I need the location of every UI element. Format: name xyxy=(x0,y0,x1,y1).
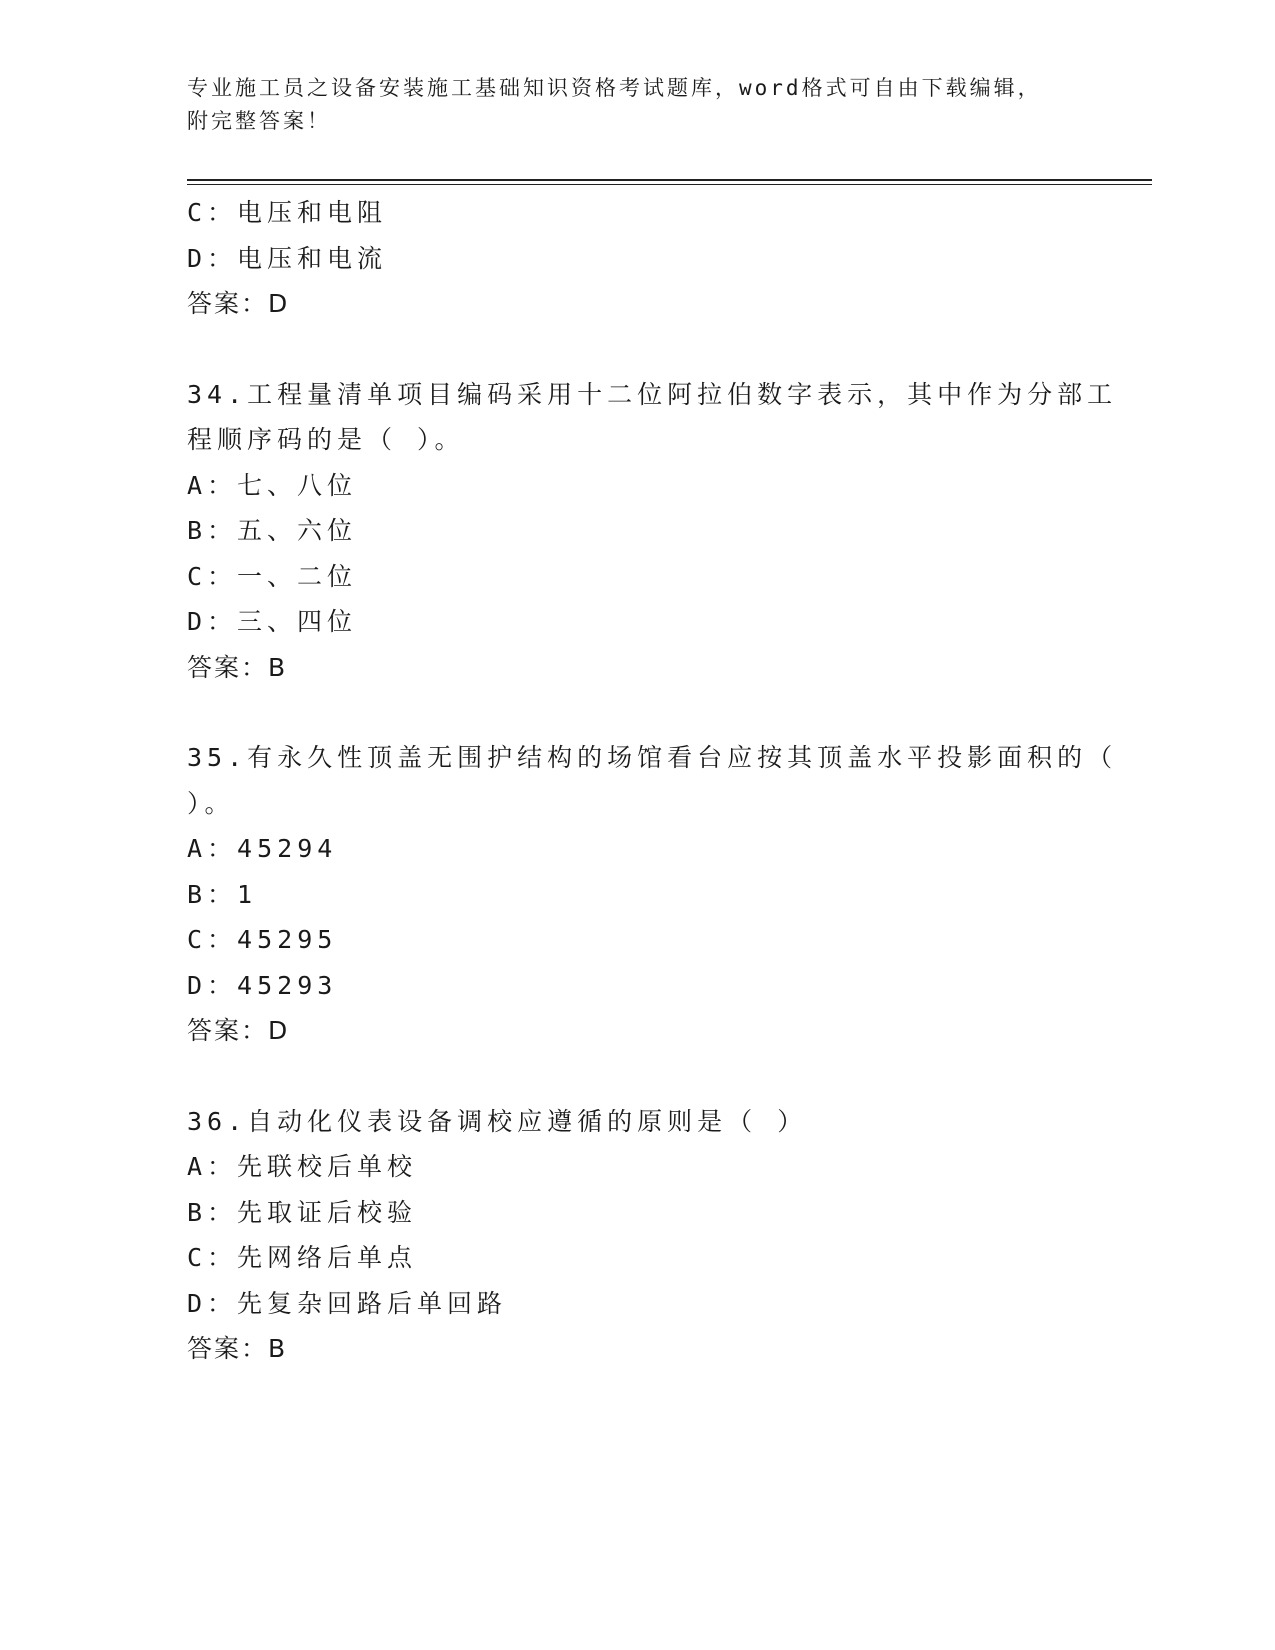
question-36 xyxy=(187,1099,1087,1372)
option-b: B：先取证后校验 xyxy=(187,1197,418,1227)
option-d: D：先复杂回路后单回路 xyxy=(187,1288,508,1318)
header-divider-thick xyxy=(187,179,1152,181)
option-d: D：电压和电流 xyxy=(187,243,388,273)
option-a: A：七、八位 xyxy=(187,470,358,500)
spacer xyxy=(187,1054,1087,1099)
stem-line: 程顺序码的是（ ）。 xyxy=(187,425,465,454)
option-c: C：先网络后单点 xyxy=(187,1243,418,1272)
option-d: D：三、四位 xyxy=(187,607,358,636)
question-list xyxy=(187,190,1118,1372)
option-c: C：一、二位 xyxy=(187,561,358,591)
spacer xyxy=(187,690,1087,735)
option-b: B：1 xyxy=(187,879,258,909)
option-b: B：五、六位 xyxy=(187,516,358,545)
document-header xyxy=(187,72,1087,138)
header-line-2: 附完整答案！ xyxy=(187,109,331,133)
stem-line: 34.工程量清单项目编码采用十二位阿拉伯数字表示，其中作为分部工 xyxy=(187,379,1118,409)
option-c: C：电压和电阻 xyxy=(187,198,388,227)
header-line-1: 专业施工员之设备安装施工基础知识资格考试题库，word格式可自由下载编辑， xyxy=(187,76,1042,100)
option-d: D：45293 xyxy=(187,970,338,1000)
header-divider-thin xyxy=(187,184,1152,185)
answer-line: 答案：B xyxy=(187,652,288,682)
question-stem xyxy=(187,1099,1087,1145)
stem-line: ）。 xyxy=(187,788,235,818)
prev-question-block xyxy=(187,190,1087,327)
option-a: A：先联校后单校 xyxy=(187,1152,418,1181)
question-stem xyxy=(187,735,1118,826)
question-stem xyxy=(187,372,1118,463)
answer-line: 答案：D xyxy=(187,289,290,318)
option-a: A：45294 xyxy=(187,834,338,863)
spacer xyxy=(187,327,1087,372)
option-c: C：45295 xyxy=(187,925,338,954)
answer-line: 答案：B xyxy=(187,1334,288,1363)
stem-line: 36.自动化仪表设备调校应遵循的原则是（ ） xyxy=(187,1106,808,1136)
answer-line: 答案：D xyxy=(187,1016,290,1045)
question-35 xyxy=(187,735,1118,1054)
question-34 xyxy=(187,372,1118,691)
stem-line: 35.有永久性顶盖无围护结构的场馆看台应按其顶盖水平投影面积的（ xyxy=(187,743,1118,772)
